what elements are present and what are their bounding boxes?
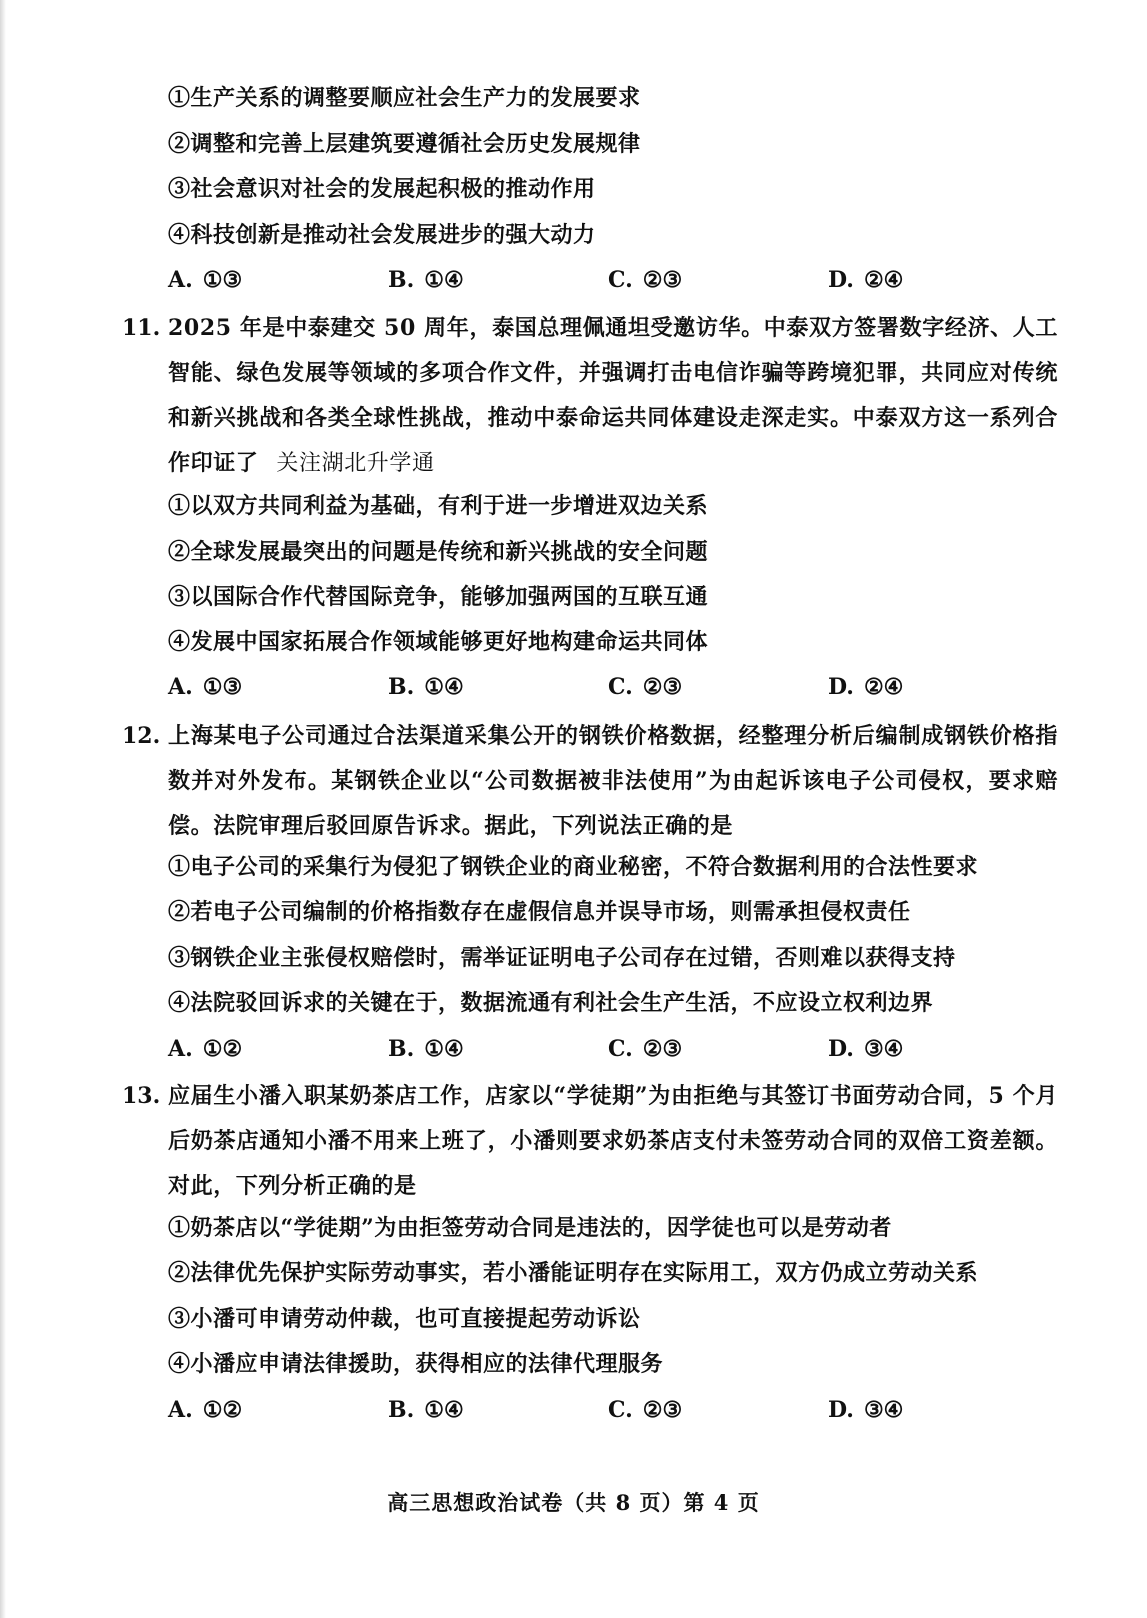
q11-choice-b[interactable]: B. ①④ [388, 674, 464, 700]
q11-choices [168, 672, 904, 702]
q10-option-1: ①生产关系的调整要顺应社会生产力的发展要求 [168, 85, 641, 111]
q10-option-3: ③社会意识对社会的发展起积极的推动作用 [168, 176, 596, 202]
q11-stem-text: 2025 年是中泰建交 50 周年，泰国总理佩通坦受邀访华。中泰双方签署数字经济、人工智能、绿色发展等领域的多项合作文件，并强调打击电信诈骗等跨境犯罪，共同应对传统和新兴挑战和各类全球性挑战，推动中泰命运共同体建设走深走实。中泰双方这一系列合作印证了 [168, 315, 1058, 476]
q13-choice-d[interactable]: D. ③④ [828, 1397, 904, 1423]
q10-choice-b[interactable]: B. ①④ [388, 267, 464, 293]
q12-choice-c[interactable]: C. ②③ [608, 1036, 683, 1062]
q13-choice-b[interactable]: B. ①④ [388, 1397, 464, 1423]
q10-choice-a[interactable]: A. ①③ [168, 267, 243, 293]
q12-option-2: ②若电子公司编制的价格指数存在虚假信息并误导市场，则需承担侵权责任 [168, 899, 911, 925]
q11-option-2: ②全球发展最突出的问题是传统和新兴挑战的安全问题 [168, 539, 709, 565]
q13-choice-c[interactable]: C. ②③ [608, 1397, 683, 1423]
watermark-text: 关注湖北升学通 [276, 451, 435, 476]
q11-option-1: ①以双方共同利益为基础，有利于进一步增进双边关系 [168, 493, 709, 519]
q11-option-3: ③以国际合作代替国际竞争，能够加强两国的互联互通 [168, 584, 709, 610]
q13-option-3: ③小潘可申请劳动仲裁，也可直接提起劳动诉讼 [168, 1306, 641, 1332]
q12-choices [168, 1034, 904, 1064]
q12-option-1: ①电子公司的采集行为侵犯了钢铁企业的商业秘密，不符合数据利用的合法性要求 [168, 854, 979, 880]
q11-option-4: ④发展中国家拓展合作领域能够更好地构建命运共同体 [168, 629, 709, 655]
q10-option-2: ②调整和完善上层建筑要遵循社会历史发展规律 [168, 131, 641, 157]
scan-edge-shadow [0, 0, 6, 1618]
q10-option-4: ④科技创新是推动社会发展进步的强大动力 [168, 222, 596, 248]
q10-choice-c[interactable]: C. ②③ [608, 267, 683, 293]
q12-choice-b[interactable]: B. ①④ [388, 1036, 464, 1062]
q13-option-4: ④小潘应申请法律援助，获得相应的法律代理服务 [168, 1351, 664, 1377]
q11-number: 11. [122, 315, 161, 341]
q12-option-3: ③钢铁企业主张侵权赔偿时，需举证证明电子公司存在过错，否则难以获得支持 [168, 945, 956, 971]
q11-stem [168, 306, 1058, 486]
q13-option-1: ①奶茶店以“学徒期”为由拒签劳动合同是违法的，因学徒也可以是劳动者 [168, 1215, 892, 1241]
q13-choices [168, 1395, 904, 1425]
q11-choice-a[interactable]: A. ①③ [168, 674, 243, 700]
q10-choices [168, 265, 904, 295]
q12-choice-d[interactable]: D. ③④ [828, 1036, 904, 1062]
q12-option-4: ④法院驳回诉求的关键在于，数据流通有利社会生产生活，不应设立权利边界 [168, 990, 934, 1016]
q13-option-2: ②法律优先保护实际劳动事实，若小潘能证明存在实际用工，双方仍成立劳动关系 [168, 1260, 979, 1286]
page-footer: 高三思想政治试卷（共 8 页）第 4 页 [387, 1490, 760, 1515]
q13-choice-a[interactable]: A. ①② [168, 1397, 243, 1423]
q10-choice-d[interactable]: D. ②④ [828, 267, 904, 293]
q13-stem: 应届生小潘入职某奶茶店工作，店家以“学徒期”为由拒绝与其签订书面劳动合同，5 个月后奶茶店通知小潘不用来上班了，小潘则要求奶茶店支付未签劳动合同的双倍工资差额。对此，下列分析正确的是 [168, 1083, 1058, 1199]
q13-number: 13. [122, 1083, 161, 1109]
q12-choice-a[interactable]: A. ①② [168, 1036, 243, 1062]
q11-choice-d[interactable]: D. ②④ [828, 674, 904, 700]
q11-choice-c[interactable]: C. ②③ [608, 674, 683, 700]
q12-stem: 上海某电子公司通过合法渠道采集公开的钢铁价格数据，经整理分析后编制成钢铁价格指数并对外发布。某钢铁企业以“公司数据被非法使用”为由起诉该电子公司侵权，要求赔偿。法院审理后驳回原告诉求。据此，下列说法正确的是 [168, 723, 1058, 839]
q12-number: 12. [122, 723, 161, 749]
